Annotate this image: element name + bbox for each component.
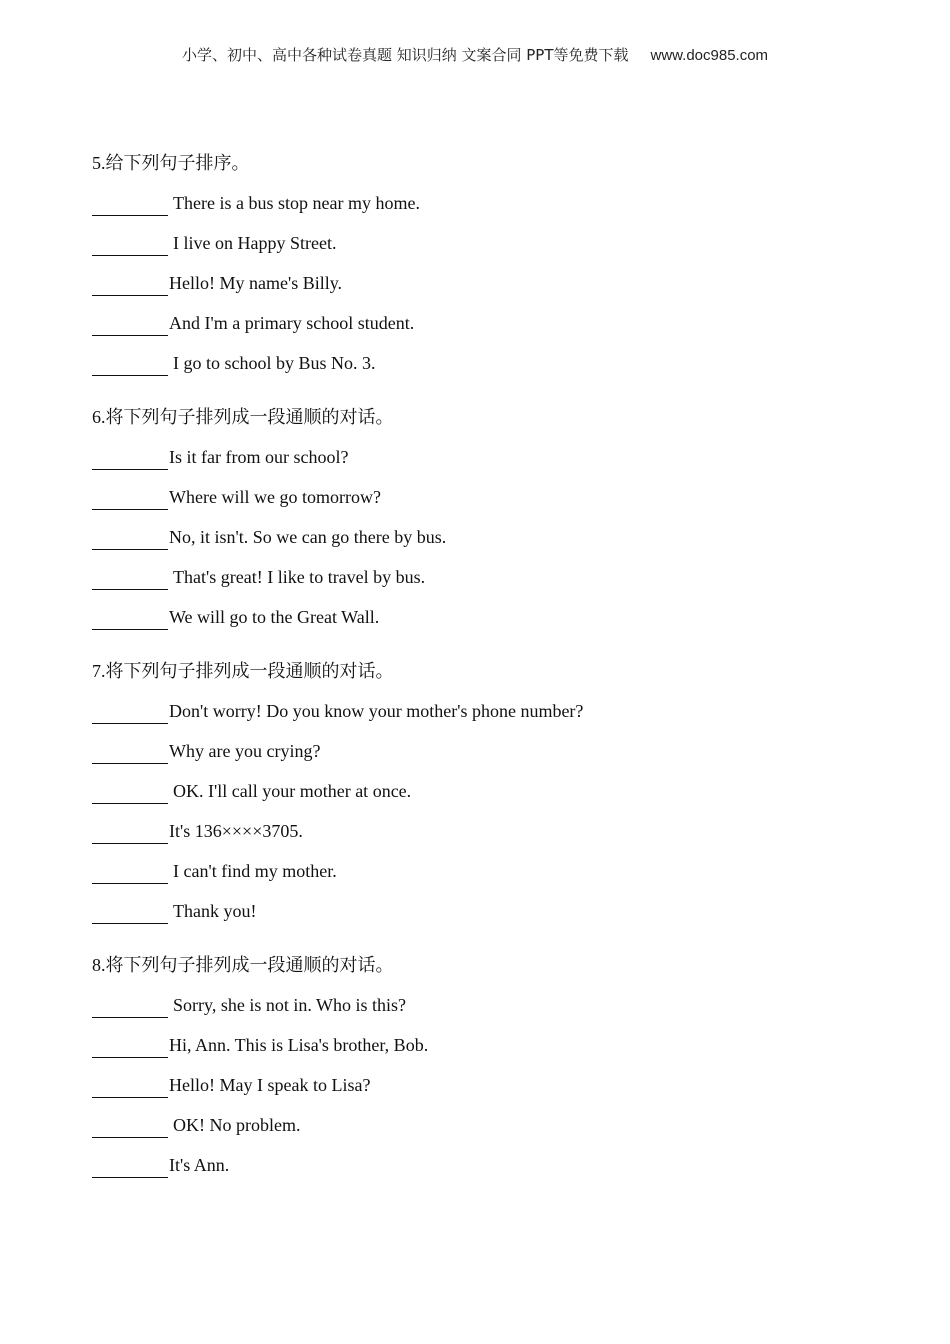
answer-blank[interactable] [92,784,168,804]
exercise-section [92,658,892,924]
sentence-row [92,190,892,216]
answer-blank[interactable] [92,570,168,590]
sentence-text: There is a bus stop near my home. [173,193,420,213]
sentence-row [92,778,892,804]
answer-blank[interactable] [92,704,168,724]
exercise-title: 7.将下列句子排列成一段通顺的对话。 [92,661,394,681]
answer-blank[interactable] [92,864,168,884]
sentence-text: Sorry, she is not in. Who is this? [173,995,406,1015]
header-url[interactable]: www.doc985.com [650,47,769,64]
sentence-row [92,350,892,376]
exercise-title: 8.将下列句子排列成一段通顺的对话。 [92,955,394,975]
sentence-text: Why are you crying? [169,741,321,761]
sentence-text: OK. I'll call your mother at once. [173,781,412,801]
sentence-text: No, it isn't. So we can go there by bus. [169,527,447,547]
sentence-row [92,738,892,764]
answer-blank[interactable] [92,276,168,296]
exercise-title: 6.将下列句子排列成一段通顺的对话。 [92,407,394,427]
answer-blank[interactable] [92,1078,168,1098]
exercise-section [92,952,892,1178]
sentence-row [92,444,892,470]
sentence-row [92,898,892,924]
answer-blank[interactable] [92,1118,168,1138]
answer-blank[interactable] [92,236,168,256]
answer-blank[interactable] [92,196,168,216]
sentence-row [92,310,892,336]
answer-blank[interactable] [92,904,168,924]
sentence-text: Hello! May I speak to Lisa? [169,1075,371,1095]
sentence-text: We will go to the Great Wall. [169,607,380,627]
answer-blank[interactable] [92,450,168,470]
sentence-row [92,524,892,550]
sentence-row [92,1112,892,1138]
sentence-text: I can't find my mother. [173,861,337,881]
sentence-text: That's great! I like to travel by bus. [173,567,426,587]
sentence-row [92,698,892,724]
sentence-text: It's 136××××3705. [169,821,303,841]
answer-blank[interactable] [92,1158,168,1178]
sentence-text: Don't worry! Do you know your mother's phone number? [169,701,584,721]
sentence-row [92,230,892,256]
answer-blank[interactable] [92,1038,168,1058]
header-text: 小学、初中、高中各种试卷真题 知识归纳 文案合同 PPT等免费下载 [181,46,629,64]
answer-blank[interactable] [92,824,168,844]
answer-blank[interactable] [92,530,168,550]
sentence-text: Where will we go tomorrow? [169,487,381,507]
sentence-text: I go to school by Bus No. 3. [173,353,376,373]
sentence-text: OK! No problem. [173,1115,301,1135]
sentence-row [92,992,892,1018]
exercise-title: 5.给下列句子排序。 [92,153,250,173]
answer-blank[interactable] [92,490,168,510]
sentence-row [92,858,892,884]
sentence-text: Hi, Ann. This is Lisa's brother, Bob. [169,1035,429,1055]
answer-blank[interactable] [92,356,168,376]
sentence-text: Thank you! [173,901,257,921]
sentence-row [92,1032,892,1058]
answer-blank[interactable] [92,744,168,764]
answer-blank[interactable] [92,610,168,630]
sentence-row [92,564,892,590]
sentence-text: Is it far from our school? [169,447,349,467]
answer-blank[interactable] [92,998,168,1018]
sentence-text: Hello! My name's Billy. [169,273,343,293]
sentence-row [92,484,892,510]
sentence-row [92,604,892,630]
sentence-text: I live on Happy Street. [173,233,337,253]
sentence-row [92,818,892,844]
sentence-row [92,1152,892,1178]
sentence-text: It's Ann. [169,1155,230,1175]
page-header [0,44,950,65]
sentence-text: And I'm a primary school student. [169,313,415,333]
answer-blank[interactable] [92,316,168,336]
worksheet-content [92,150,892,1206]
sentence-row [92,1072,892,1098]
sentence-row [92,270,892,296]
exercise-section [92,150,892,376]
exercise-section [92,404,892,630]
